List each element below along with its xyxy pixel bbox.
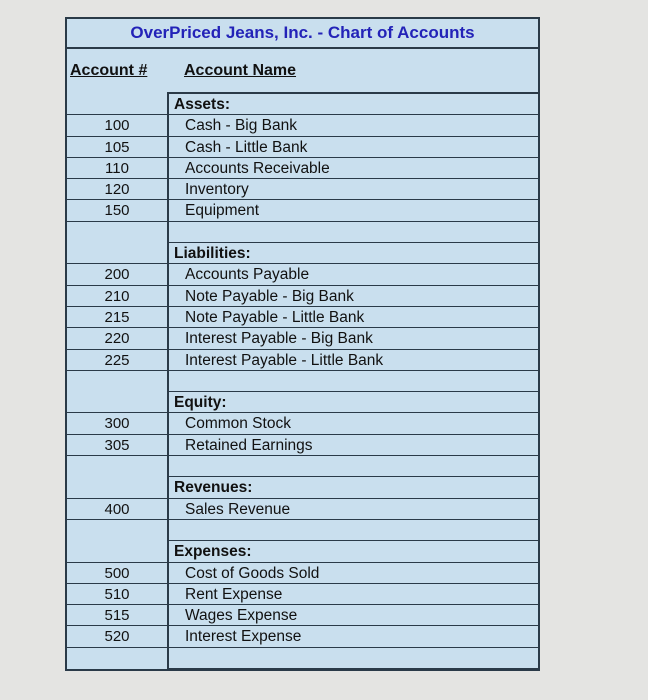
account-number: 215 xyxy=(67,307,169,328)
table-row xyxy=(67,179,538,200)
table-row xyxy=(67,456,538,477)
account-name: Accounts Payable xyxy=(169,264,538,285)
account-name: Retained Earnings xyxy=(169,435,538,456)
account-number xyxy=(67,520,169,541)
table-row xyxy=(67,626,538,647)
account-name: Note Payable - Big Bank xyxy=(169,286,538,307)
account-number: 400 xyxy=(67,499,169,520)
header-row xyxy=(67,49,538,92)
account-number: 105 xyxy=(67,137,169,158)
account-name: Inventory xyxy=(169,179,538,200)
account-name xyxy=(169,648,538,669)
account-number: 110 xyxy=(67,158,169,179)
table-row xyxy=(67,222,538,243)
account-number xyxy=(67,371,169,392)
table-row xyxy=(67,307,538,328)
account-name: Accounts Receivable xyxy=(169,158,538,179)
account-name: Cash - Big Bank xyxy=(169,115,538,136)
account-number: 500 xyxy=(67,563,169,584)
section-row xyxy=(67,392,538,413)
account-name: Sales Revenue xyxy=(169,499,538,520)
section-row xyxy=(67,477,538,498)
account-name: Cash - Little Bank xyxy=(169,137,538,158)
table-row xyxy=(67,350,538,371)
section-label: Assets: xyxy=(169,94,538,115)
table-row xyxy=(67,264,538,285)
section-row xyxy=(67,94,538,115)
account-number: 305 xyxy=(67,435,169,456)
account-number xyxy=(67,456,169,477)
table-row xyxy=(67,520,538,541)
table-row xyxy=(67,499,538,520)
account-name: Note Payable - Little Bank xyxy=(169,307,538,328)
account-name xyxy=(169,520,538,541)
account-number: 300 xyxy=(67,413,169,434)
table-row xyxy=(67,584,538,605)
section-label: Liabilities: xyxy=(169,243,538,264)
account-name: Interest Payable - Little Bank xyxy=(169,350,538,371)
section-row xyxy=(67,243,538,264)
table-row xyxy=(67,648,538,669)
account-number: 520 xyxy=(67,626,169,647)
account-number xyxy=(67,243,169,264)
account-number: 515 xyxy=(67,605,169,626)
account-number xyxy=(67,222,169,243)
table-row xyxy=(67,286,538,307)
chart-of-accounts-table xyxy=(65,17,540,671)
account-name-header: Account Name xyxy=(184,62,297,79)
account-name: Common Stock xyxy=(169,413,538,434)
account-name xyxy=(169,371,538,392)
account-number: 510 xyxy=(67,584,169,605)
account-number: 200 xyxy=(67,264,169,285)
table-row xyxy=(67,435,538,456)
account-name: Rent Expense xyxy=(169,584,538,605)
account-number: 225 xyxy=(67,350,169,371)
section-row xyxy=(67,541,538,562)
account-name: Equipment xyxy=(169,200,538,221)
account-name xyxy=(169,222,538,243)
table-row xyxy=(67,605,538,626)
table-row xyxy=(67,563,538,584)
account-number xyxy=(67,94,169,115)
account-name: Interest Payable - Big Bank xyxy=(169,328,538,349)
account-number: 120 xyxy=(67,179,169,200)
account-number: 100 xyxy=(67,115,169,136)
account-number xyxy=(67,392,169,413)
table-row xyxy=(67,158,538,179)
account-number: 150 xyxy=(67,200,169,221)
table-row xyxy=(67,200,538,221)
section-label: Equity: xyxy=(169,392,538,413)
table-row xyxy=(67,115,538,136)
account-rows xyxy=(104,92,538,669)
table-row xyxy=(67,371,538,392)
account-name xyxy=(169,456,538,477)
account-name: Interest Expense xyxy=(169,626,538,647)
table-row xyxy=(67,413,538,434)
table-row xyxy=(67,328,538,349)
account-number-header: Account # xyxy=(70,62,148,79)
table-title: OverPriced Jeans, Inc. - Chart of Accounts xyxy=(67,19,538,49)
account-number xyxy=(67,648,169,669)
account-number: 210 xyxy=(67,286,169,307)
section-label: Expenses: xyxy=(169,541,538,562)
account-number xyxy=(67,477,169,498)
account-name: Cost of Goods Sold xyxy=(169,563,538,584)
table-row xyxy=(67,137,538,158)
account-number: 220 xyxy=(67,328,169,349)
section-label: Revenues: xyxy=(169,477,538,498)
account-number xyxy=(67,541,169,562)
account-name: Wages Expense xyxy=(169,605,538,626)
